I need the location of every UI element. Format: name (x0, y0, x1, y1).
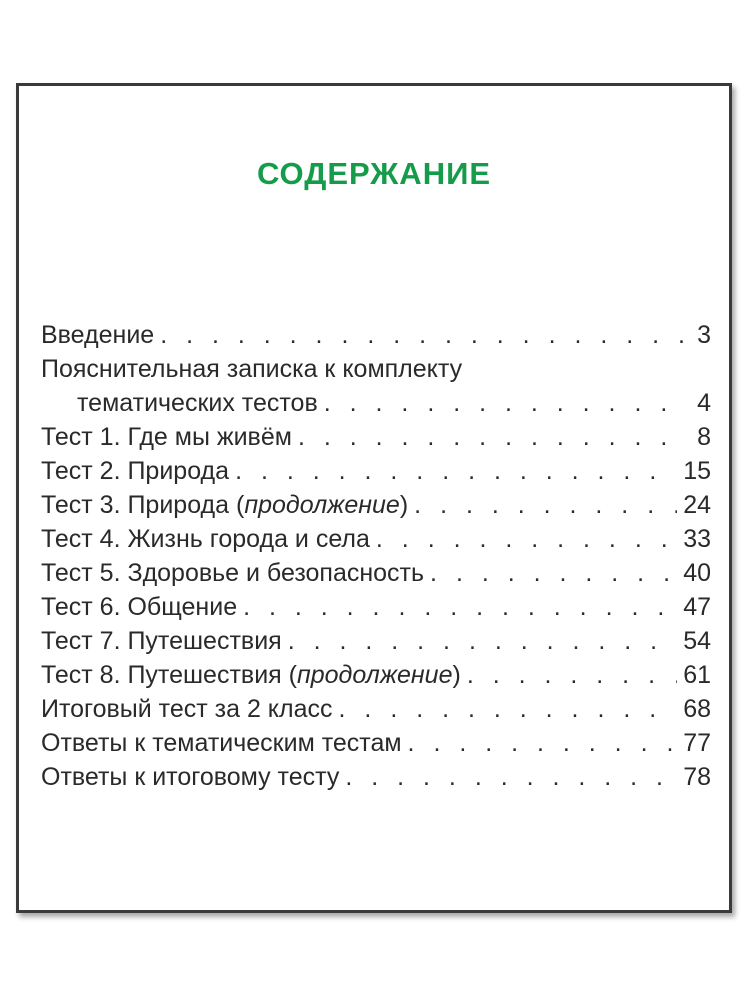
toc-entry-note-line1 (41, 352, 711, 386)
toc-entry-label: Тест 1. Где мы живём (41, 423, 292, 451)
toc-entry-label: тематических тестов (77, 389, 318, 417)
dot-leader (376, 522, 677, 556)
dot-leader (408, 726, 678, 760)
toc-entry-page: 33 (683, 525, 711, 553)
dot-leader (324, 386, 683, 420)
toc-entry-label: Ответы к тематическим тестам (41, 729, 402, 757)
toc-entry-answers-final (41, 760, 711, 794)
toc-entry-page: 40 (683, 559, 711, 587)
toc-entry-label: Ответы к итоговому тесту (41, 763, 340, 791)
dot-leader (339, 692, 678, 726)
toc-entry-label: Тест 5. Здоровье и безопасность (41, 559, 425, 587)
toc-entry-test-5 (41, 556, 711, 590)
toc-entry-page: 68 (683, 695, 711, 723)
toc-entry-label: Пояснительная записка к комплекту (41, 355, 463, 383)
toc-entry-page: 78 (683, 763, 711, 791)
page-title: СОДЕРЖАНИЕ (256, 156, 492, 191)
toc-entry-page: 47 (683, 593, 711, 621)
dot-leader (160, 318, 683, 352)
toc-entry-page: 15 (683, 457, 711, 485)
toc-entry-label: Тест 3. Природа (продолжение) (41, 491, 409, 519)
toc-entry-label: Введение (41, 321, 155, 349)
toc-entry-page: 77 (683, 729, 711, 757)
toc-entry-introduction (41, 318, 711, 352)
toc-entry-page: 54 (683, 627, 711, 655)
toc-entry-test-4 (41, 522, 711, 556)
toc-entry-label: Тест 2. Природа (41, 457, 230, 485)
toc-entry-test-2 (41, 454, 711, 488)
dot-leader (414, 488, 677, 522)
toc-entry-label: Тест 8. Путешествия (продолжение) (41, 661, 461, 689)
dot-leader (467, 658, 677, 692)
toc-entry-page: 24 (683, 491, 711, 519)
toc-entry-answers-thematic (41, 726, 711, 760)
toc-entry-label: Тест 7. Путешествия (41, 627, 282, 655)
toc-entry-page: 4 (697, 389, 711, 417)
toc-entry-note (41, 386, 711, 420)
toc-entry-page: 61 (683, 661, 711, 689)
toc-entry-final-test (41, 692, 711, 726)
dot-leader (345, 760, 677, 794)
dot-leader (243, 590, 677, 624)
dot-leader (235, 454, 677, 488)
toc-entry-test-3 (41, 488, 711, 522)
toc-entry-test-6 (41, 590, 711, 624)
dot-leader (430, 556, 677, 590)
toc-entry-page: 8 (697, 423, 711, 451)
toc-entry-test-1 (41, 420, 711, 454)
dot-leader (288, 624, 677, 658)
toc-entry-label: Итоговый тест за 2 класс (41, 695, 333, 723)
dot-leader (298, 420, 683, 454)
book-page (16, 83, 732, 913)
toc-entry-test-7 (41, 624, 711, 658)
toc-entry-label: Тест 6. Общение (41, 593, 238, 621)
toc-entry-test-8 (41, 658, 711, 692)
table-of-contents (41, 318, 711, 794)
toc-entry-page: 3 (697, 321, 711, 349)
toc-entry-label: Тест 4. Жизнь города и села (41, 525, 370, 553)
